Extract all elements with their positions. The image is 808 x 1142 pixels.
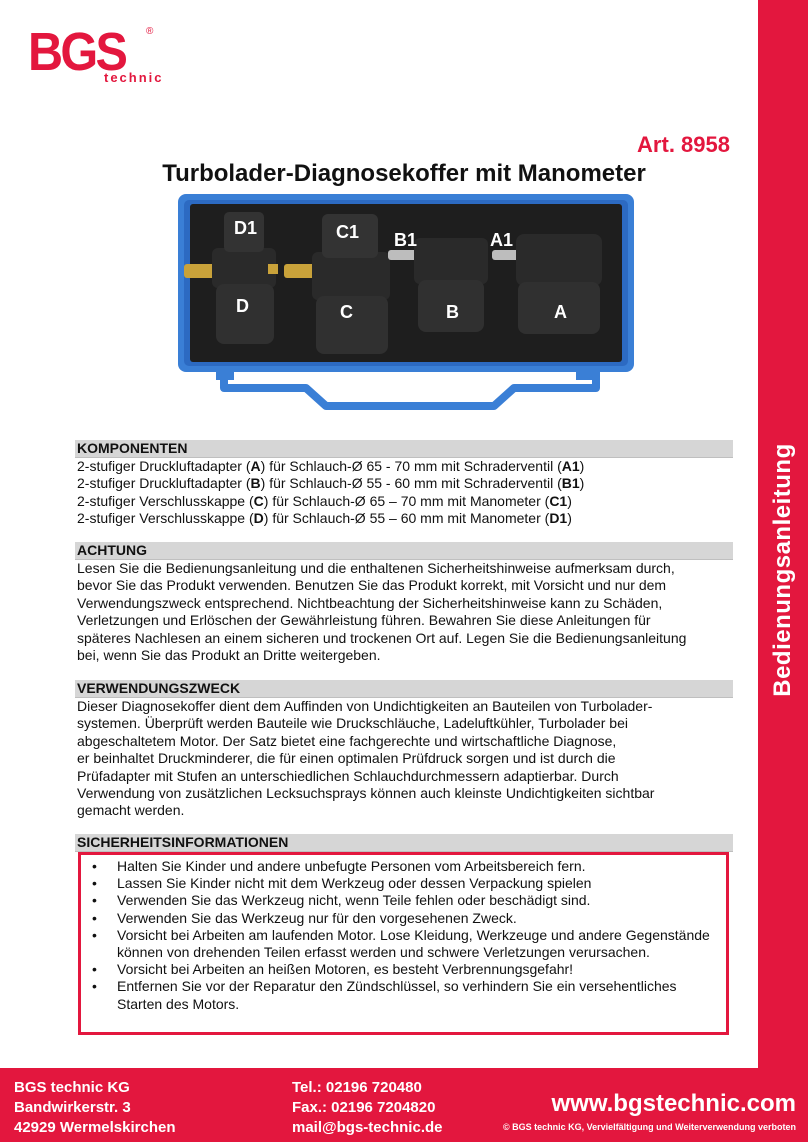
component-line: 2-stufiger Druckluftadapter (A) für Schlauch-Ø 65 - 70 mm mit Schraderventil (A1)	[77, 458, 585, 474]
logo-registered-mark: ®	[146, 26, 154, 37]
achtung-text	[75, 560, 733, 664]
footer-contact	[292, 1078, 443, 1138]
list-item: • Vorsicht bei Arbeiten an heißen Motoren, es besteht Verbrennungsgefahr!	[81, 961, 726, 978]
label-b: B	[446, 302, 459, 322]
text-line: er beinhaltet Druckminderer, die für einen optimalen Prüfdruck sorgen und ist durch die	[77, 750, 616, 767]
label-c1: C1	[336, 222, 360, 242]
text-line: gemacht werden.	[77, 802, 185, 819]
component-line: 2-stufiger Verschlusskappe (D) für Schlauch-Ø 55 – 60 mm mit Manometer (D1)	[77, 510, 572, 527]
label-d1: D1	[234, 218, 258, 238]
footer-copyright: © BGS technic KG, Vervielfältigung und Weiterverwendung verboten	[502, 1122, 796, 1132]
text-line: Lesen Sie die Bedienungsanleitung und die enthaltenen Sicherheitshinweise aufmerksam durch,	[77, 560, 675, 576]
text-line: Prüfadapter mit Stufen an unterschiedlichen Schlauchdurchmessern adaptierbar. Durch	[77, 767, 619, 784]
bgs-logo	[28, 22, 164, 86]
section-achtung	[75, 542, 733, 664]
label-d: D	[236, 296, 249, 316]
footer-company: BGS technic KG	[14, 1079, 130, 1096]
footer-address	[14, 1078, 176, 1138]
footer-street: Bandwirkerstr. 3	[14, 1099, 131, 1116]
section-sicherheit	[75, 834, 733, 852]
component-line: 2-stufiger Verschlusskappe (C) für Schlauch-Ø 65 – 70 mm mit Manometer (C1)	[77, 492, 572, 509]
logo-wordmark: BGS	[28, 22, 126, 82]
text-line: abgeschaltetem Motor. Der Satz bietet eine fachgerechte und wirtschaftliche Diagnose,	[77, 732, 617, 749]
list-item: • Entfernen Sie vor der Reparatur den Zündschlüssel, so verhindern Sie ein versehentliches Starten des Motors.	[81, 978, 726, 1012]
side-label: Bedienungsanleitung	[769, 443, 796, 697]
footer-city: 42929 Wermelskirchen	[14, 1119, 176, 1136]
label-a1: A1	[490, 230, 514, 250]
footer-phone: Tel.: 02196 720480	[292, 1079, 422, 1096]
section-komponenten	[75, 440, 733, 528]
text-line: Verletzungen und Erlöschen der Gewährleistung führen. Bewahren Sie diese Anleitungen für	[77, 612, 651, 629]
section-heading: SICHERHEITSINFORMATIONEN	[75, 834, 733, 852]
text-line: Verwendung von zusätzlichen Lecksuchsprays können auch kleinste Undichtigkeiten sichtbar	[77, 785, 655, 802]
components-list	[75, 458, 733, 528]
text-line: systemen. Überprüft werden Bauteile wie Druckschläuche, Ladeluftkühler, Turbolader bei	[77, 715, 628, 732]
label-b1: B1	[394, 230, 418, 250]
text-line: späteres Nachlesen an einem sicheren und trockenen Ort auf. Legen Sie die Bedienungsanleitung	[77, 629, 687, 646]
footer-email-link[interactable]: mail@bgs-technic.de	[292, 1119, 443, 1136]
section-heading: VERWENDUNGSZWECK	[75, 680, 733, 698]
list-item: • Verwenden Sie das Werkzeug nicht, wenn Teile fehlen oder beschädigt sind.	[81, 892, 726, 909]
list-item: • Verwenden Sie das Werkzeug nur für den vorgesehenen Zweck.	[81, 910, 726, 927]
footer	[0, 1068, 808, 1142]
footer-fax: Fax.: 02196 7204820	[292, 1099, 436, 1116]
text-line: bevor Sie das Produkt verwenden. Benutzen Sie das Produkt korrekt, mit Vorsicht und nur dem	[77, 577, 667, 594]
text-line: bei, wenn Sie das Produkt an Dritte weitergeben.	[77, 647, 381, 664]
verwendung-text	[75, 698, 733, 820]
logo-technic: technic	[104, 70, 164, 85]
page-title: Turbolader-Diagnosekoffer mit Manometer	[162, 160, 646, 187]
label-c: C	[340, 302, 353, 322]
case-handle	[224, 370, 596, 406]
list-item: • Vorsicht bei Arbeiten am laufenden Motor. Lose Kleidung, Werkzeuge und andere Gegenstände können von drehenden Teilen erfasst werden und schwere Verletzungen verursachen.	[81, 927, 726, 961]
section-verwendungszweck	[75, 680, 733, 820]
text-line: Dieser Diagnosekoffer dient dem Auffinden von Undichtigkeiten an Bauteilen von Turbolader-	[77, 698, 653, 714]
footer-website-link[interactable]: www.bgstechnic.com	[551, 1090, 796, 1117]
section-heading: KOMPONENTEN	[75, 440, 733, 458]
safety-box	[78, 852, 729, 1035]
section-heading: ACHTUNG	[75, 542, 733, 560]
component-line: 2-stufiger Druckluftadapter (B) für Schlauch-Ø 55 - 60 mm mit Schraderventil (B1)	[77, 475, 585, 492]
list-item: • Halten Sie Kinder und andere unbefugte Personen vom Arbeitsbereich fern.	[81, 858, 726, 875]
label-a: A	[554, 302, 567, 322]
safety-list	[81, 855, 726, 1013]
list-item: • Lassen Sie Kinder nicht mit dem Werkzeug oder dessen Verpackung spielen	[81, 875, 726, 892]
article-number: Art. 8958	[637, 132, 730, 157]
text-line: Verwendungszweck entsprechend. Nichtbeachtung der Sicherheitshinweise kann zu Schäden,	[77, 594, 663, 611]
product-case-illustration	[176, 192, 638, 412]
